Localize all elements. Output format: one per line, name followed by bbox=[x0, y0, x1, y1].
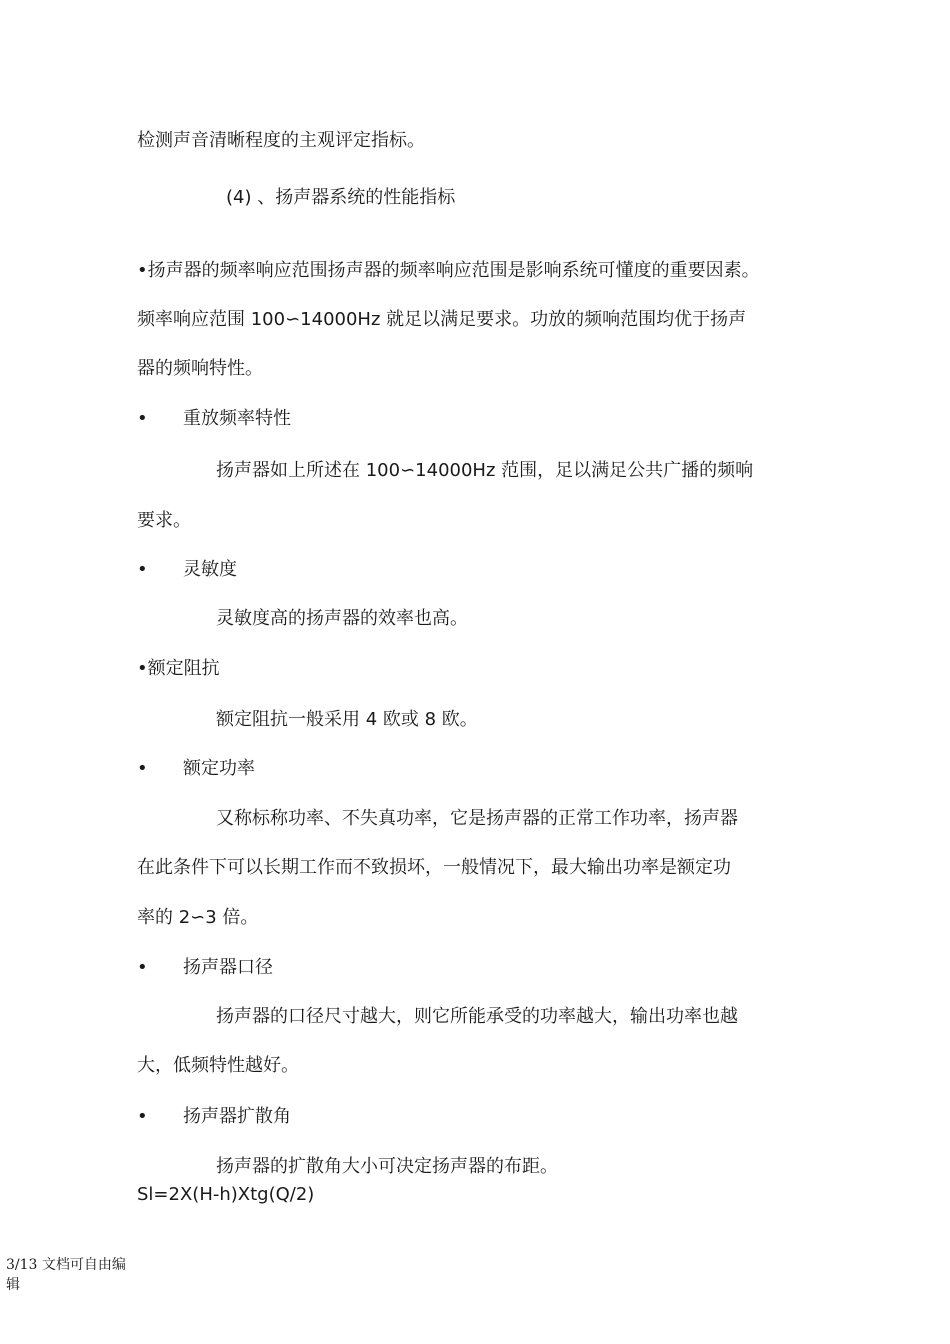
page-footer-line: 辑 bbox=[6, 1277, 20, 1293]
bullet-marker: • bbox=[137, 1106, 148, 1127]
paragraph-line: 扬声器如上所述在 100∽14000Hz 范围，足以满足公共广播的频响 bbox=[216, 460, 754, 481]
paragraph-line: 扬声器的扩散角大小可决定扬声器的布距。 bbox=[216, 1156, 558, 1177]
paragraph-line: 器的频响特性。 bbox=[137, 358, 263, 379]
list-item-title: 灵敏度 bbox=[183, 559, 237, 580]
page-footer-line: 3/13 文档可自由编 bbox=[6, 1257, 126, 1273]
paragraph-line: 检测声音清晰程度的主观评定指标。 bbox=[137, 130, 425, 151]
paragraph-line: 大，低频特性越好。 bbox=[137, 1055, 299, 1076]
paragraph-line: 率的 2∽3 倍。 bbox=[137, 907, 259, 928]
list-item-title: 重放频率特性 bbox=[183, 408, 291, 429]
section-heading: (4) 、扬声器系统的性能指标 bbox=[226, 187, 456, 208]
list-item-title: 额定功率 bbox=[183, 758, 255, 779]
formula: Sl=2X(H-h)Xtg(Q/2) bbox=[137, 1184, 315, 1205]
list-item-title: 扬声器扩散角 bbox=[183, 1106, 291, 1127]
paragraph-line: 在此条件下可以长期工作而不致损坏，一般情况下，最大输出功率是额定功 bbox=[137, 857, 731, 878]
paragraph-line: 灵敏度高的扬声器的效率也高。 bbox=[216, 608, 468, 629]
bullet-marker: • bbox=[137, 408, 148, 429]
paragraph-line: 要求。 bbox=[137, 510, 191, 531]
list-item-title: 扬声器口径 bbox=[183, 957, 273, 978]
paragraph-line: 扬声器的口径尺寸越大，则它所能承受的功率越大，输出功率也越 bbox=[216, 1006, 738, 1027]
bullet-marker: • bbox=[137, 758, 148, 779]
paragraph-line: 频率响应范围 100∽14000Hz 就足以满足要求。功放的频响范围均优于扬声 bbox=[137, 309, 747, 330]
paragraph-line: •扬声器的频率响应范围扬声器的频率响应范围是影响系统可懂度的重要因素。 bbox=[137, 260, 760, 281]
list-item-title: •额定阻抗 bbox=[137, 658, 220, 679]
paragraph-line: 额定阻抗一般采用 4 欧或 8 欧。 bbox=[216, 709, 478, 730]
bullet-marker: • bbox=[137, 559, 148, 580]
bullet-marker: • bbox=[137, 957, 148, 978]
paragraph-line: 又称标称功率、不失真功率，它是扬声器的正常工作功率，扬声器 bbox=[216, 808, 738, 829]
